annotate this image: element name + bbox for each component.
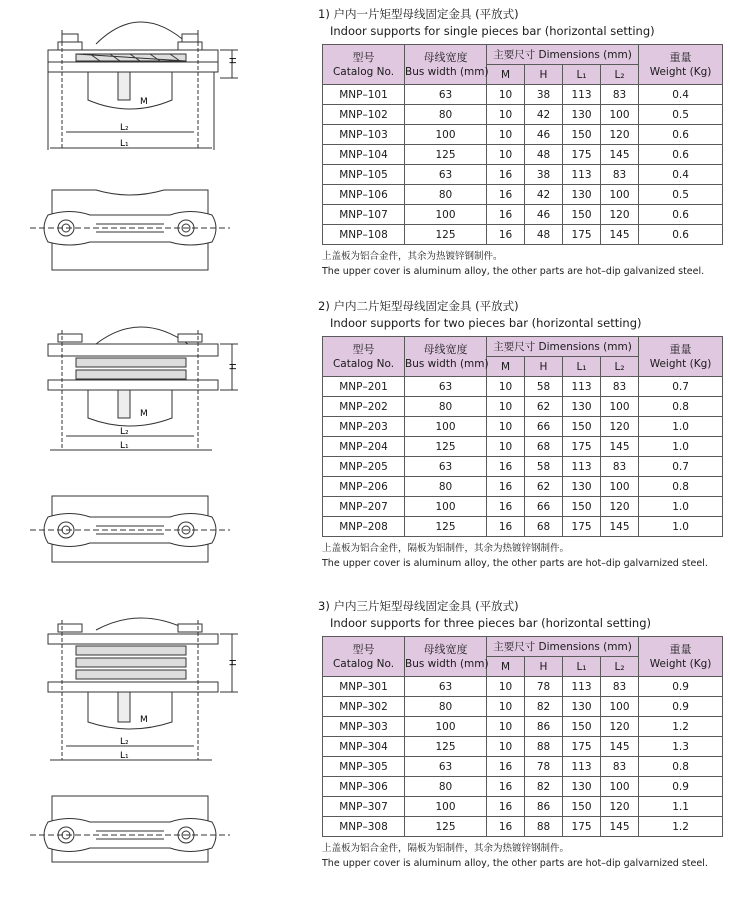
header-l1: L₁ [563,357,601,377]
table-cell: 68 [525,517,563,537]
table-cell: MNP–104 [323,145,405,165]
table-cell: 16 [487,165,525,185]
label-l1: L₁ [120,441,129,451]
table-cell: 113 [563,165,601,185]
table-cell: MNP–206 [323,477,405,497]
table-cell: 16 [487,457,525,477]
table-cell: MNP–307 [323,797,405,817]
table-cell: 88 [525,817,563,837]
table-cell: 100 [601,105,639,125]
header-l1: L₁ [563,657,601,677]
label-m: M [140,97,148,107]
table-cell: 100 [601,397,639,417]
table-cell: MNP–201 [323,377,405,397]
table-cell: 80 [405,105,487,125]
table-cell: 63 [405,377,487,397]
table-cell: 120 [601,417,639,437]
table-cell: 10 [487,125,525,145]
header-m: M [487,657,525,677]
table-cell: 83 [601,457,639,477]
table-cell: 10 [487,737,525,757]
table-cell: 63 [405,677,487,697]
table-cell: 83 [601,165,639,185]
table-cell: MNP–107 [323,205,405,225]
table-cell: 80 [405,185,487,205]
header-m: M [487,357,525,377]
table-cell: 0.8 [639,477,723,497]
table-cell: 68 [525,437,563,457]
table-cell: 100 [405,797,487,817]
header-l1: L₁ [563,65,601,85]
header-dimensions: 主要尺寸 Dimensions (mm) [487,337,639,357]
table-cell: 1.2 [639,717,723,737]
table-cell: 16 [487,797,525,817]
table-cell: 0.8 [639,397,723,417]
table-cell: 150 [563,717,601,737]
table-cell: 0.5 [639,105,723,125]
table-cell: 63 [405,457,487,477]
table-cell: 42 [525,185,563,205]
table-cell: 175 [563,817,601,837]
drawing-single-bar [0,0,300,296]
table-cell: 83 [601,85,639,105]
table-cell: MNP–303 [323,717,405,737]
table-row [323,797,723,817]
header-bus-width: 母线宽度 Bus width (mm) [405,337,487,377]
table-cell: MNP–101 [323,85,405,105]
table-cell: MNP–108 [323,225,405,245]
table-cell: 100 [405,497,487,517]
table-cell: 83 [601,757,639,777]
table-cell: 66 [525,417,563,437]
table-cell: 100 [601,477,639,497]
table-row [323,105,723,125]
table-cell: 0.7 [639,377,723,397]
table-cell: MNP–102 [323,105,405,125]
table-row [323,477,723,497]
section-three-bar [318,598,728,871]
table-cell: 88 [525,737,563,757]
table-cell: 82 [525,697,563,717]
section-single-bar [318,6,728,279]
table-row [323,125,723,145]
table-cell: 0.4 [639,85,723,105]
section-title: 1) 户内一片矩型母线固定金具 (平放式) [318,7,519,21]
material-note-zh: 上盖板为铝合金件，隔板为铝制件，其余为热镀锌钢制件。 [322,843,570,854]
table-cell: MNP–306 [323,777,405,797]
table-cell: 100 [405,125,487,145]
table-cell: 150 [563,417,601,437]
label-m: M [140,715,148,725]
header-weight: 重量 Weight (Kg) [639,637,723,677]
table-row [323,377,723,397]
table-row [323,517,723,537]
table-cell: 16 [487,185,525,205]
header-l2: L₂ [601,357,639,377]
table-cell: 145 [601,517,639,537]
table-cell: 0.6 [639,125,723,145]
header-h: H [525,657,563,677]
table-cell: 1.1 [639,797,723,817]
table-cell: 78 [525,677,563,697]
header-l2: L₂ [601,657,639,677]
label-h: H [229,57,239,64]
table-cell: 0.6 [639,225,723,245]
label-m: M [140,409,148,419]
table-cell: MNP–308 [323,817,405,837]
table-cell: 0.6 [639,145,723,165]
table-cell: 38 [525,165,563,185]
table-cell: 78 [525,757,563,777]
material-note-en: The upper cover is aluminum alloy, the other parts are hot–dip galvarnized steel. [322,858,708,869]
header-m: M [487,65,525,85]
table-cell: 175 [563,145,601,165]
table-cell: 125 [405,145,487,165]
table-cell: 0.9 [639,677,723,697]
table-cell: 16 [487,205,525,225]
table-cell: 62 [525,477,563,497]
table-cell: 48 [525,225,563,245]
table-cell: MNP–304 [323,737,405,757]
table-cell: 100 [405,417,487,437]
table-cell: 150 [563,125,601,145]
table-cell: 120 [601,797,639,817]
header-weight: 重量 Weight (Kg) [639,45,723,85]
table-cell: 63 [405,165,487,185]
table-cell: 120 [601,497,639,517]
table-cell: 150 [563,797,601,817]
table-row [323,757,723,777]
table-row [323,165,723,185]
header-dimensions: 主要尺寸 Dimensions (mm) [487,45,639,65]
table-cell: 1.0 [639,497,723,517]
table-cell: 145 [601,225,639,245]
table-cell: 0.5 [639,185,723,205]
table-cell: 58 [525,457,563,477]
spec-table [322,636,723,837]
table-cell: 0.8 [639,757,723,777]
table-cell: MNP–301 [323,677,405,697]
table-cell: 100 [601,777,639,797]
table-cell: 46 [525,125,563,145]
header-dimensions: 主要尺寸 Dimensions (mm) [487,637,639,657]
table-cell: 62 [525,397,563,417]
spec-table [322,44,723,245]
label-l2: L₂ [120,737,129,747]
table-cell: 82 [525,777,563,797]
table-cell: 83 [601,377,639,397]
table-row [323,677,723,697]
table-cell: 16 [487,477,525,497]
table-cell: MNP–302 [323,697,405,717]
table-row [323,437,723,457]
table-cell: 10 [487,717,525,737]
table-cell: 125 [405,517,487,537]
table-cell: MNP–208 [323,517,405,537]
label-l1: L₁ [120,139,129,149]
table-cell: 38 [525,85,563,105]
table-cell: 1.0 [639,437,723,457]
table-row [323,397,723,417]
table-cell: 100 [601,185,639,205]
table-cell: 83 [601,677,639,697]
header-bus-width: 母线宽度 Bus width (mm) [405,45,487,85]
spec-table [322,336,723,537]
table-cell: 113 [563,757,601,777]
table-cell: 130 [563,477,601,497]
section-two-bar [318,298,728,571]
table-cell: 63 [405,85,487,105]
table-cell: 150 [563,205,601,225]
table-cell: 63 [405,757,487,777]
table-cell: 130 [563,697,601,717]
table-cell: 10 [487,105,525,125]
table-cell: 66 [525,497,563,517]
header-catalog: 型号 Catalog No. [323,337,405,377]
table-cell: 80 [405,697,487,717]
table-cell: 113 [563,677,601,697]
table-cell: 10 [487,417,525,437]
table-cell: 175 [563,437,601,457]
table-cell: MNP–106 [323,185,405,205]
table-cell: 10 [487,697,525,717]
table-cell: 130 [563,105,601,125]
table-cell: 10 [487,677,525,697]
table-cell: 145 [601,437,639,457]
table-row [323,205,723,225]
table-cell: 80 [405,397,487,417]
section-subtitle: Indoor supports for three pieces bar (horizontal setting) [330,616,651,630]
table-row [323,717,723,737]
table-cell: 42 [525,105,563,125]
table-cell: 125 [405,817,487,837]
table-row [323,185,723,205]
table-row [323,145,723,165]
table-cell: 16 [487,225,525,245]
table-cell: 10 [487,85,525,105]
table-cell: 86 [525,717,563,737]
table-row [323,497,723,517]
table-cell: MNP–205 [323,457,405,477]
table-row [323,737,723,757]
table-cell: 120 [601,205,639,225]
table-cell: 100 [601,697,639,717]
table-row [323,225,723,245]
table-cell: 0.6 [639,205,723,225]
table-cell: 80 [405,777,487,797]
section-subtitle: Indoor supports for two pieces bar (horizontal setting) [330,316,642,330]
table-cell: 46 [525,205,563,225]
material-note-zh: 上盖板为铝合金件，其余为热镀锌钢制件。 [322,251,503,262]
table-row [323,817,723,837]
label-h: H [229,363,239,370]
table-cell: MNP–204 [323,437,405,457]
table-cell: 16 [487,517,525,537]
table-row [323,85,723,105]
table-cell: MNP–103 [323,125,405,145]
table-row [323,777,723,797]
table-row [323,697,723,717]
table-cell: 100 [405,717,487,737]
table-cell: 1.2 [639,817,723,837]
table-cell: 145 [601,817,639,837]
table-cell: 175 [563,737,601,757]
table-cell: 16 [487,817,525,837]
table-cell: 130 [563,185,601,205]
section-title: 3) 户内三片矩型母线固定金具 (平放式) [318,599,519,613]
table-cell: 10 [487,437,525,457]
table-cell: 125 [405,437,487,457]
table-cell: 0.7 [639,457,723,477]
table-cell: 113 [563,377,601,397]
table-cell: 86 [525,797,563,817]
table-cell: 0.9 [639,777,723,797]
table-cell: 1.0 [639,517,723,537]
material-note-en: The upper cover is aluminum alloy, the other parts are hot–dip galvanized steel. [322,266,705,277]
table-cell: 113 [563,85,601,105]
table-cell: 113 [563,457,601,477]
table-cell: 0.9 [639,697,723,717]
table-cell: 120 [601,125,639,145]
table-cell: 145 [601,145,639,165]
table-cell: 120 [601,717,639,737]
table-cell: 58 [525,377,563,397]
header-h: H [525,65,563,85]
material-note-en: The upper cover is aluminum alloy, the other parts are hot–dip galvarnized steel. [322,558,708,569]
table-cell: MNP–105 [323,165,405,185]
table-cell: 80 [405,477,487,497]
table-cell: 16 [487,777,525,797]
section-subtitle: Indoor supports for single pieces bar (horizontal setting) [330,24,655,38]
header-bus-width: 母线宽度 Bus width (mm) [405,637,487,677]
drawing-three-bar [0,600,300,896]
table-cell: 175 [563,517,601,537]
header-weight: 重量 Weight (Kg) [639,337,723,377]
table-cell: MNP–305 [323,757,405,777]
label-l2: L₂ [120,123,129,133]
table-cell: MNP–207 [323,497,405,517]
table-cell: 100 [405,205,487,225]
table-cell: 130 [563,397,601,417]
header-catalog: 型号 Catalog No. [323,45,405,85]
table-row [323,457,723,477]
table-row [323,417,723,437]
table-cell: 48 [525,145,563,165]
header-h: H [525,357,563,377]
section-title: 2) 户内二片矩型母线固定金具 (平放式) [318,299,519,313]
header-catalog: 型号 Catalog No. [323,637,405,677]
table-cell: MNP–203 [323,417,405,437]
table-cell: 10 [487,377,525,397]
table-cell: 1.3 [639,737,723,757]
table-cell: 125 [405,225,487,245]
label-h: H [229,659,239,666]
material-note-zh: 上盖板为铝合金件，隔板为铝制件，其余为热镀锌钢制件。 [322,543,570,554]
header-l2: L₂ [601,65,639,85]
table-cell: MNP–202 [323,397,405,417]
table-cell: 16 [487,497,525,517]
table-cell: 10 [487,397,525,417]
table-cell: 175 [563,225,601,245]
table-cell: 145 [601,737,639,757]
table-cell: 150 [563,497,601,517]
table-cell: 10 [487,145,525,165]
table-cell: 1.0 [639,417,723,437]
label-l2: L₂ [120,427,129,437]
table-cell: 125 [405,737,487,757]
table-cell: 0.4 [639,165,723,185]
label-l1: L₁ [120,751,129,761]
drawing-two-bar [0,300,300,596]
table-cell: 16 [487,757,525,777]
table-cell: 130 [563,777,601,797]
